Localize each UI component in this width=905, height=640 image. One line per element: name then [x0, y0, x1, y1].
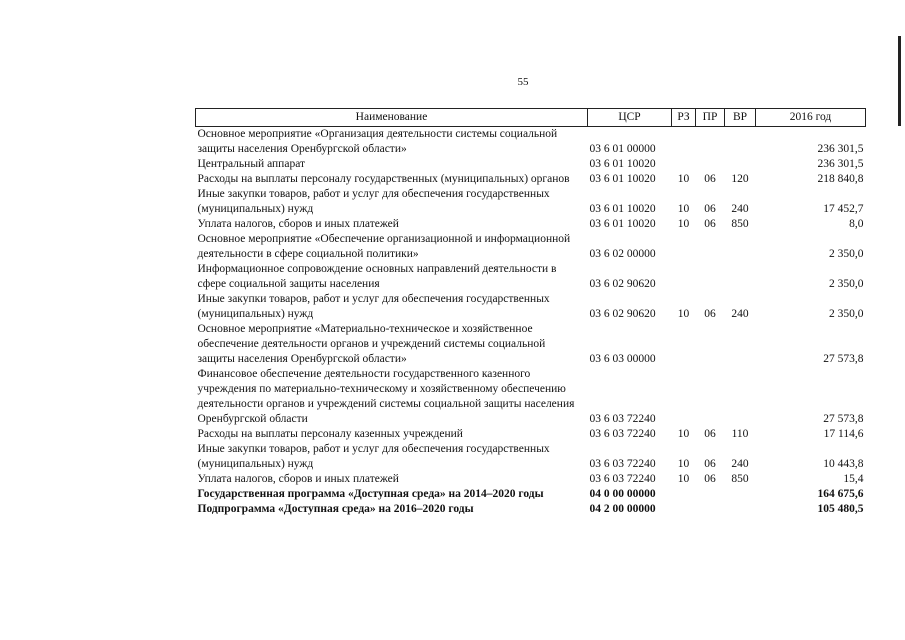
row-vr: [725, 262, 756, 292]
row-csr: 03 6 03 00000: [589, 353, 656, 365]
row-vr: [725, 487, 756, 502]
page-edge-line: [898, 36, 901, 126]
row-pr: 06: [704, 173, 716, 185]
row-pr: [696, 232, 725, 262]
row-pr: 06: [704, 308, 716, 320]
header-csr: ЦСР: [588, 109, 672, 127]
table-row: [196, 427, 866, 442]
row-name: Подпрограмма «Доступная среда» на 2016–2020 годы: [197, 503, 474, 515]
table-body: [196, 127, 866, 518]
row-pr: [696, 157, 725, 172]
table-row: [196, 487, 866, 502]
row-sum: 10 443,8: [823, 458, 864, 470]
header-vr: ВР: [725, 109, 756, 127]
row-pr: [696, 262, 725, 292]
row-name: Информационное сопровождение основных направлений деятельности в сфере социальной защиты населения: [197, 263, 557, 290]
row-vr: 110: [731, 428, 749, 440]
row-csr: 04 2 00 00000: [589, 503, 656, 515]
row-name: Основное мероприятие «Обеспечение организационной и информационной деятельности в сфере социальной политики»: [197, 233, 571, 260]
row-sum: 8,0: [849, 218, 864, 230]
row-pr: [696, 502, 725, 517]
row-sum: 27 573,8: [823, 353, 864, 365]
row-rz: [672, 502, 696, 517]
row-rz: 10: [677, 473, 690, 485]
row-pr: 06: [704, 458, 716, 470]
row-sum: 218 840,8: [817, 173, 864, 185]
row-csr: 03 6 03 72240: [589, 413, 656, 425]
table-row: [196, 217, 866, 232]
row-rz: [672, 157, 696, 172]
row-name: Основное мероприятие «Организация деятельности системы социальной защиты населения Оренбургской области»: [197, 128, 558, 155]
row-sum: 17 452,7: [823, 203, 864, 215]
row-name: Иные закупки товаров, работ и услуг для обеспечения государственных (муниципальных) нужд: [197, 293, 550, 320]
row-sum: 2 350,0: [829, 308, 864, 320]
row-sum: 27 573,8: [823, 413, 864, 425]
row-csr: 03 6 02 90620: [589, 308, 656, 320]
table-row: [196, 232, 866, 262]
table-row: [196, 157, 866, 172]
row-sum: 2 350,0: [829, 248, 864, 260]
header-pr: ПР: [696, 109, 725, 127]
table-row: [196, 187, 866, 217]
row-name: Уплата налогов, сборов и иных платежей: [197, 473, 399, 485]
row-pr: [696, 487, 725, 502]
row-csr: 03 6 01 10020: [589, 218, 656, 230]
table-row: [196, 472, 866, 487]
row-vr: 120: [731, 173, 749, 185]
row-name: Иные закупки товаров, работ и услуг для обеспечения государственных (муниципальных) нужд: [197, 188, 550, 215]
row-vr: [725, 232, 756, 262]
row-pr: 06: [704, 218, 716, 230]
table-row: [196, 172, 866, 187]
table-row: [196, 367, 866, 427]
row-rz: [672, 487, 696, 502]
header-name: Наименование: [196, 109, 588, 127]
row-vr: 240: [731, 203, 749, 215]
table-row: [196, 127, 866, 158]
row-sum: 15,4: [843, 473, 864, 485]
row-vr: [725, 127, 756, 158]
table-row: [196, 262, 866, 292]
row-sum: 236 301,5: [817, 158, 864, 170]
row-csr: 03 6 01 00000: [589, 143, 656, 155]
row-pr: [696, 322, 725, 367]
table-row: [196, 502, 866, 517]
row-pr: 06: [704, 203, 716, 215]
row-name: Уплата налогов, сборов и иных платежей: [197, 218, 399, 230]
row-rz: [672, 322, 696, 367]
row-csr: 04 0 00 00000: [589, 488, 656, 500]
row-csr: 03 6 02 90620: [589, 278, 656, 290]
row-name: Расходы на выплаты персоналу государственных (муниципальных) органов: [197, 173, 570, 185]
row-sum: 164 675,6: [817, 488, 864, 500]
row-vr: 240: [731, 458, 749, 470]
row-rz: [672, 262, 696, 292]
table-header-row: [196, 109, 866, 127]
budget-table: [195, 108, 866, 517]
row-vr: 850: [731, 473, 749, 485]
header-rz: РЗ: [672, 109, 696, 127]
row-name: Центральный аппарат: [197, 158, 306, 170]
row-rz: 10: [677, 458, 690, 470]
row-pr: [696, 367, 725, 427]
row-rz: [672, 367, 696, 427]
row-name: Иные закупки товаров, работ и услуг для обеспечения государственных (муниципальных) нужд: [197, 443, 550, 470]
row-sum: 236 301,5: [817, 143, 864, 155]
row-vr: [725, 367, 756, 427]
row-rz: 10: [677, 308, 690, 320]
row-csr: 03 6 03 72240: [589, 428, 656, 440]
row-sum: 2 350,0: [829, 278, 864, 290]
row-vr: 240: [731, 308, 749, 320]
table-row: [196, 442, 866, 472]
row-rz: [672, 127, 696, 158]
table-row: [196, 322, 866, 367]
row-csr: 03 6 03 72240: [589, 473, 656, 485]
row-sum: 105 480,5: [817, 503, 864, 515]
row-pr: [696, 127, 725, 158]
row-rz: 10: [677, 218, 690, 230]
row-pr: 06: [704, 428, 716, 440]
row-vr: [725, 157, 756, 172]
page-number: 55: [517, 76, 529, 88]
row-rz: 10: [677, 428, 690, 440]
row-rz: 10: [677, 173, 690, 185]
row-rz: [672, 232, 696, 262]
row-csr: 03 6 01 10020: [589, 173, 656, 185]
row-csr: 03 6 01 10020: [589, 158, 656, 170]
row-pr: 06: [704, 473, 716, 485]
row-sum: 17 114,6: [823, 428, 864, 440]
row-name: Расходы на выплаты персоналу казенных учреждений: [197, 428, 463, 440]
row-vr: [725, 322, 756, 367]
row-csr: 03 6 02 00000: [589, 248, 656, 260]
row-vr: [725, 502, 756, 517]
header-year: 2016 год: [756, 109, 866, 127]
row-name: Основное мероприятие «Материально-техническое и хозяйственное обеспечение деятельности органов и учреждений системы социальной защиты населения Оренбургской области»: [197, 323, 546, 365]
row-name: Государственная программа «Доступная среда» на 2014–2020 годы: [197, 488, 544, 500]
row-rz: 10: [677, 203, 690, 215]
row-csr: 03 6 01 10020: [589, 203, 656, 215]
table-row: [196, 292, 866, 322]
row-csr: 03 6 03 72240: [589, 458, 656, 470]
row-name: Финансовое обеспечение деятельности государственного казенного учреждения по материально-техническому и хозяйственному обеспечению деятельности органов и учреждений системы социальной защиты населения Оренбургской области: [197, 368, 575, 425]
row-vr: 850: [731, 218, 749, 230]
